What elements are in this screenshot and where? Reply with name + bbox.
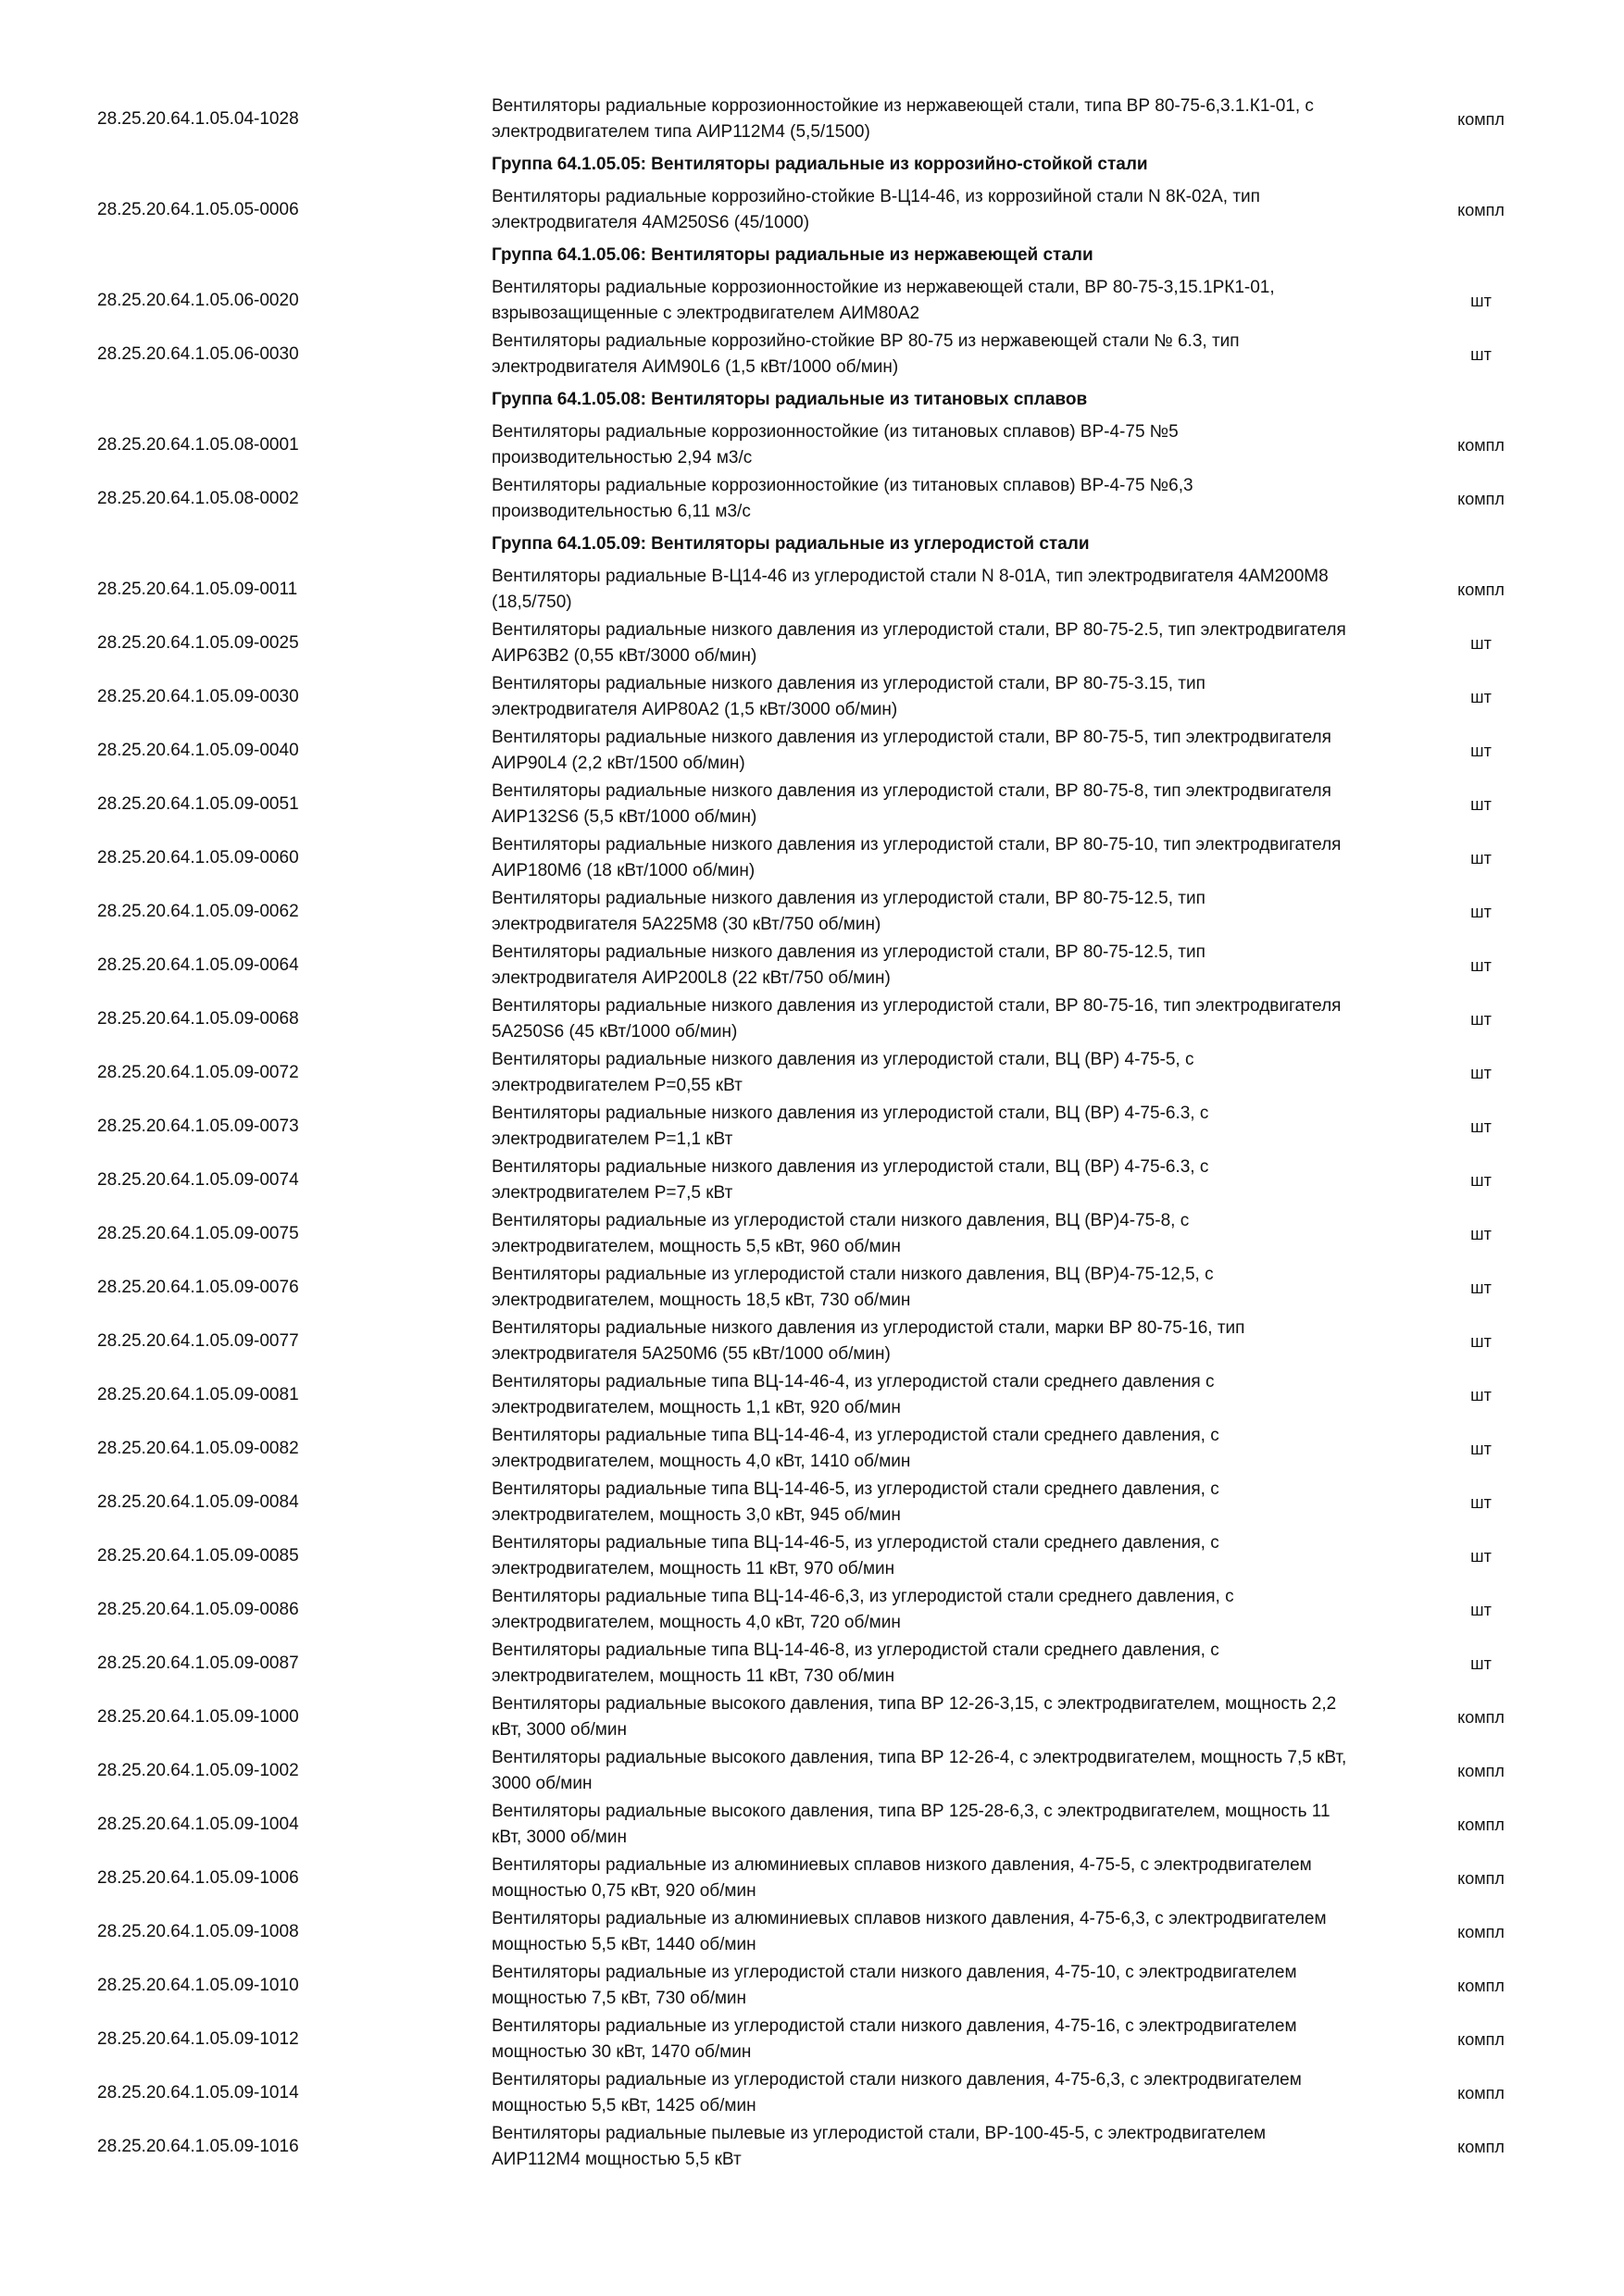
item-description: Вентиляторы радиальные низкого давления из углеродистой стали, ВР 80-75-3.15, тип электродвигателя АИР80А2 (1,5 кВт/3000 об/мин) [492,674,1206,719]
item-code: 28.25.20.64.1.05.08-0002 [97,489,299,508]
item-unit: компл [1457,1922,1505,1941]
item-code: 28.25.20.64.1.05.09-1016 [97,2137,299,2156]
table-row [0,1583,1624,1637]
item-code: 28.25.20.64.1.05.09-0011 [97,580,298,599]
table-row [0,1422,1624,1476]
group-title: Группа 64.1.05.05: Вентиляторы радиальные из коррозийно-стойкой стали [492,155,1148,174]
item-code: 28.25.20.64.1.05.09-0051 [97,794,299,814]
item-description: Вентиляторы радиальные коррозионностойкие (из титановых сплавов) ВР-4-75 №5 производительностью 2,94 м3/с [492,422,1179,468]
item-unit: шт [1470,1009,1492,1029]
item-description: Вентиляторы радиальные коррозийно-стойкие В-Ц14-46, из коррозийной стали N 8К-02А, тип электродвигателя 4АМ250S6 (45/1000) [492,187,1260,232]
item-description: Вентиляторы радиальные низкого давления из углеродистой стали, ВЦ (ВР) 4-75-6.3, с электродвигателем Р=1,1 кВт [492,1104,1209,1149]
item-description: Вентиляторы радиальные низкого давления из углеродистой стали, ВР 80-75-12.5, тип электродвигателя АИР200L8 (22 кВт/750 об/мин) [492,942,1206,988]
item-code: 28.25.20.64.1.05.08-0001 [97,435,299,455]
item-code: 28.25.20.64.1.05.09-0064 [97,955,299,975]
item-description: Вентиляторы радиальные низкого давления из углеродистой стали, ВР 80-75-10, тип электродвигателя АИР180М6 (18 кВт/1000 об/мин) [492,835,1342,880]
item-description: Вентиляторы радиальные из углеродистой стали низкого давления, 4-75-6,3, с электродвигателем мощностью 5,5 кВт, 1425 об/мин [492,2070,1302,2115]
item-unit: компл [1457,489,1505,508]
item-code: 28.25.20.64.1.05.09-0085 [97,1546,299,1566]
item-unit: шт [1470,794,1492,814]
item-description: Вентиляторы радиальные типа ВЦ-14-46-8, из углеродистой стали среднего давления, с электродвигателем, мощность 11 кВт, 730 об/мин [492,1641,1219,1686]
item-description: Вентиляторы радиальные высокого давления, типа ВР 12-26-4, с электродвигателем, мощность 7,5 кВт, 3000 об/мин [492,1748,1347,1793]
item-description: Вентиляторы радиальные из углеродистой стали низкого давления, ВЦ (ВР)4-75-12,5, с электродвигателем, мощность 18,5 кВт, 730 об/мин [492,1265,1214,1310]
item-description: Вентиляторы радиальные высокого давления, типа ВР 125-28-6,3, с электродвигателем, мощность 11 кВт, 3000 об/мин [492,1802,1330,1847]
item-unit: компл [1457,580,1505,599]
item-code: 28.25.20.64.1.05.09-0087 [97,1653,299,1673]
item-unit: компл [1457,1707,1505,1727]
item-description: Вентиляторы радиальные коррозийно-стойкие ВР 80-75 из нержавеющей стали № 6.3, тип электродвигателя АИМ90L6 (1,5 кВт/1000 об/мин) [492,331,1240,377]
item-description: Вентиляторы радиальные высокого давления, типа ВР 12-26-3,15, с электродвигателем, мощность 2,2 кВт, 3000 об/мин [492,1694,1337,1740]
table-row [0,1207,1624,1261]
item-description: Вентиляторы радиальные низкого давления из углеродистой стали, ВР 80-75-12.5, тип электродвигателя 5А225М8 (30 кВт/750 об/мин) [492,889,1206,934]
item-description: Вентиляторы радиальные коррозионностойкие из нержавеющей стали, типа ВР 80-75-6,3.1.К1-01, с электродвигателем типа АИР112М4 (5,5/1500) [492,96,1314,142]
item-unit: шт [1470,1278,1492,1297]
item-unit: компл [1457,1976,1505,1995]
table-row [0,885,1624,939]
item-description: Вентиляторы радиальные низкого давления из углеродистой стали, ВР 80-75-8, тип электродвигателя АИР132S6 (5,5 кВт/1000 об/мин) [492,781,1331,827]
item-code: 28.25.20.64.1.05.09-0074 [97,1170,299,1190]
item-description: Вентиляторы радиальные низкого давления из углеродистой стали, ВЦ (ВР) 4-75-5, с электродвигателем Р=0,55 кВт [492,1050,1194,1095]
item-code: 28.25.20.64.1.05.05-0006 [97,200,299,219]
item-unit: компл [1457,1815,1505,1834]
item-description: Вентиляторы радиальные низкого давления из углеродистой стали, марки ВР 80-75-16, тип электродвигателя 5А250М6 (55 кВт/1000 об/мин) [492,1318,1245,1364]
item-description: Вентиляторы радиальные низкого давления из углеродистой стали, ВР 80-75-16, тип электродвигателя 5А250S6 (45 кВт/1000 об/мин) [492,996,1342,1042]
group-header-row [0,146,1624,183]
item-unit: шт [1470,902,1492,921]
item-code: 28.25.20.64.1.05.09-1006 [97,1868,299,1888]
item-unit: компл [1457,2137,1505,2156]
table-row [0,617,1624,670]
table-row [0,831,1624,885]
item-unit: компл [1457,2029,1505,2049]
table-row [0,939,1624,992]
item-unit: шт [1470,1224,1492,1243]
item-code: 28.25.20.64.1.05.09-1012 [97,2029,299,2049]
table-row [0,328,1624,381]
item-description: Вентиляторы радиальные из углеродистой стали низкого давления, 4-75-10, с электродвигателем мощностью 7,5 кВт, 730 об/мин [492,1963,1297,2008]
table-row [0,1798,1624,1852]
table-row [0,274,1624,328]
table-row [0,183,1624,237]
item-code: 28.25.20.64.1.05.09-1010 [97,1976,299,1995]
item-unit: шт [1470,687,1492,706]
table-row [0,670,1624,724]
table-row [0,472,1624,526]
table-row [0,1315,1624,1368]
table-row [0,1959,1624,2013]
table-row [0,1744,1624,1798]
item-code: 28.25.20.64.1.05.09-0073 [97,1117,299,1136]
item-description: Вентиляторы радиальные коррозионностойкие (из титановых сплавов) ВР-4-75 №6,3 производительностью 6,11 м3/с [492,476,1193,521]
table-row [0,1100,1624,1154]
table-row [0,1529,1624,1583]
item-unit: шт [1470,848,1492,867]
item-code: 28.25.20.64.1.05.09-0025 [97,633,299,653]
table-row [0,93,1624,146]
item-unit: шт [1470,741,1492,760]
item-unit: шт [1470,1117,1492,1136]
group-title: Группа 64.1.05.08: Вентиляторы радиальные из титановых сплавов [492,390,1088,409]
table-row [0,1261,1624,1315]
item-code: 28.25.20.64.1.05.09-1014 [97,2083,299,2103]
item-description: Вентиляторы радиальные типа ВЦ-14-46-4, из углеродистой стали среднего давления с электродвигателем, мощность 1,1 кВт, 920 об/мин [492,1372,1215,1417]
table-row [0,1905,1624,1959]
item-description: Вентиляторы радиальные из алюминиевых сплавов низкого давления, 4-75-6,3, с электродвигателем мощностью 5,5 кВт, 1440 об/мин [492,1909,1327,1954]
item-code: 28.25.20.64.1.05.09-1004 [97,1815,299,1834]
table-row [0,992,1624,1046]
table-row [0,1154,1624,1207]
item-description: Вентиляторы радиальные типа ВЦ-14-46-5, из углеродистой стали среднего давления, с электродвигателем, мощность 3,0 кВт, 945 об/мин [492,1479,1219,1525]
item-unit: шт [1470,291,1492,310]
item-unit: шт [1470,1492,1492,1512]
item-code: 28.25.20.64.1.05.09-0076 [97,1278,299,1297]
table-row [0,563,1624,617]
item-description: Вентиляторы радиальные из углеродистой стали низкого давления, 4-75-16, с электродвигателем мощностью 30 кВт, 1470 об/мин [492,2016,1297,2062]
item-description: Вентиляторы радиальные из алюминиевых сплавов низкого давления, 4-75-5, с электродвигателем мощностью 0,75 кВт, 920 об/мин [492,1855,1312,1901]
item-description: Вентиляторы радиальные В-Ц14-46 из углеродистой стали N 8-01А, тип электродвигателя 4АМ200М8 (18,5/750) [492,567,1329,612]
item-code: 28.25.20.64.1.05.09-0040 [97,741,299,760]
table-row [0,1476,1624,1529]
item-description: Вентиляторы радиальные типа ВЦ-14-46-5, из углеродистой стали среднего давления, с электродвигателем, мощность 11 кВт, 970 об/мин [492,1533,1219,1578]
item-description: Вентиляторы радиальные низкого давления из углеродистой стали, ВР 80-75-5, тип электродвигателя АИР90L4 (2,2 кВт/1500 об/мин) [492,728,1331,773]
item-unit: компл [1457,200,1505,219]
item-unit: шт [1470,1063,1492,1082]
item-unit: компл [1457,1761,1505,1780]
table-row [0,2013,1624,2066]
item-code: 28.25.20.64.1.05.09-0072 [97,1063,299,1082]
table-row [0,778,1624,831]
item-unit: шт [1470,1546,1492,1566]
item-unit: шт [1470,344,1492,364]
item-unit: компл [1457,435,1505,455]
item-unit: шт [1470,1439,1492,1458]
table-row [0,1046,1624,1100]
item-unit: шт [1470,1170,1492,1190]
item-description: Вентиляторы радиальные типа ВЦ-14-46-6,3, из углеродистой стали среднего давления, с электродвигателем, мощность 4,0 кВт, 720 об/мин [492,1587,1234,1632]
item-description: Вентиляторы радиальные низкого давления из углеродистой стали, ВЦ (ВР) 4-75-6.3, с электродвигателем Р=7,5 кВт [492,1157,1209,1203]
item-unit: компл [1457,109,1505,129]
table-row [0,2120,1624,2174]
group-header-row [0,526,1624,563]
table-row [0,1637,1624,1691]
item-description: Вентиляторы радиальные низкого давления из углеродистой стали, ВР 80-75-2.5, тип электродвигателя АИР63В2 (0,55 кВт/3000 об/мин) [492,620,1346,666]
group-title: Группа 64.1.05.06: Вентиляторы радиальные из нержавеющей стали [492,245,1093,265]
item-unit: компл [1457,2083,1505,2103]
table-row [0,1368,1624,1422]
item-code: 28.25.20.64.1.05.09-0068 [97,1009,299,1029]
table-row [0,2066,1624,2120]
table-row [0,418,1624,472]
item-code: 28.25.20.64.1.05.09-0062 [97,902,299,921]
item-description: Вентиляторы радиальные коррозионностойкие из нержавеющей стали, ВР 80-75-3,15.1РК1-01, взрывозащищенные с электродвигателем АИМ80А2 [492,278,1275,323]
item-code: 28.25.20.64.1.05.09-0075 [97,1224,299,1243]
price-list-table [0,93,1624,2174]
item-unit: шт [1470,633,1492,653]
item-description: Вентиляторы радиальные типа ВЦ-14-46-4, из углеродистой стали среднего давления, с электродвигателем, мощность 4,0 кВт, 1410 об/мин [492,1426,1219,1471]
item-code: 28.25.20.64.1.05.04-1028 [97,109,299,129]
item-unit: шт [1470,1653,1492,1673]
item-code: 28.25.20.64.1.05.09-0060 [97,848,299,867]
item-code: 28.25.20.64.1.05.09-0030 [97,687,299,706]
item-description: Вентиляторы радиальные пылевые из углеродистой стали, ВР-100-45-5, с электродвигателем АИР112М4 мощностью 5,5 кВт [492,2124,1267,2169]
table-row [0,724,1624,778]
item-code: 28.25.20.64.1.05.09-0086 [97,1600,299,1619]
item-code: 28.25.20.64.1.05.09-1008 [97,1922,299,1941]
item-unit: шт [1470,1600,1492,1619]
table-row [0,1852,1624,1905]
group-title: Группа 64.1.05.09: Вентиляторы радиальные из углеродистой стали [492,534,1090,554]
table-row [0,1691,1624,1744]
item-code: 28.25.20.64.1.05.09-0081 [97,1385,299,1404]
item-code: 28.25.20.64.1.05.09-1002 [97,1761,299,1780]
item-code: 28.25.20.64.1.05.06-0030 [97,344,299,364]
item-code: 28.25.20.64.1.05.09-0077 [97,1331,299,1351]
group-header-row [0,237,1624,274]
item-code: 28.25.20.64.1.05.06-0020 [97,291,299,310]
item-code: 28.25.20.64.1.05.09-0084 [97,1492,299,1512]
group-header-row [0,381,1624,418]
item-unit: шт [1470,1385,1492,1404]
item-code: 28.25.20.64.1.05.09-0082 [97,1439,299,1458]
item-code: 28.25.20.64.1.05.09-1000 [97,1707,299,1727]
item-unit: компл [1457,1868,1505,1888]
item-unit: шт [1470,1331,1492,1351]
item-description: Вентиляторы радиальные из углеродистой стали низкого давления, ВЦ (ВР)4-75-8, с электродвигателем, мощность 5,5 кВт, 960 об/мин [492,1211,1190,1256]
item-unit: шт [1470,955,1492,975]
